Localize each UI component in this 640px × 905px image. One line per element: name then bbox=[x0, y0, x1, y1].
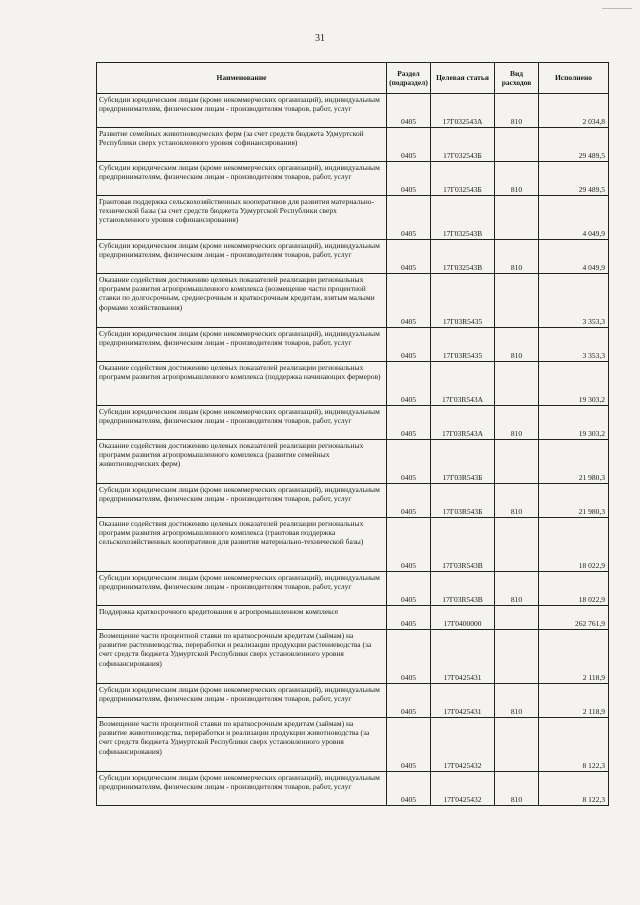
table-row bbox=[97, 196, 609, 240]
row-section: 0405 bbox=[387, 274, 431, 328]
table-row bbox=[97, 362, 609, 406]
row-kind bbox=[495, 440, 539, 484]
row-target: 17Г03R543Б bbox=[431, 440, 495, 484]
row-name: Поддержка краткосрочного кредитования в агропромышленном комплексе bbox=[97, 606, 387, 630]
row-executed: 29 489,5 bbox=[539, 162, 609, 196]
row-kind bbox=[495, 518, 539, 572]
table-row bbox=[97, 606, 609, 630]
row-target: 17Г03R5435 bbox=[431, 274, 495, 328]
row-name: Оказание содействия достижению целевых показателей реализации региональных программ развития агропромышленного комплекса (развитие семейных животноводческих ферм) bbox=[97, 440, 387, 484]
table-row bbox=[97, 240, 609, 274]
row-name: Оказание содействия достижению целевых показателей реализации региональных программ развития агропромышленного комплекса (поддержка начинающих фермеров) bbox=[97, 362, 387, 406]
row-executed: 8 122,3 bbox=[539, 718, 609, 772]
table-header-row bbox=[97, 63, 609, 94]
row-target: 17Г03R543В bbox=[431, 572, 495, 606]
row-section: 0405 bbox=[387, 240, 431, 274]
row-target: 17Г0425431 bbox=[431, 630, 495, 684]
row-target: 17Г03R543А bbox=[431, 406, 495, 440]
row-kind: 810 bbox=[495, 406, 539, 440]
row-executed: 2 118,9 bbox=[539, 684, 609, 718]
row-executed: 8 122,3 bbox=[539, 772, 609, 806]
row-executed: 29 489,5 bbox=[539, 128, 609, 162]
row-section: 0405 bbox=[387, 630, 431, 684]
row-executed: 2 034,8 bbox=[539, 94, 609, 128]
row-name: Субсидии юридическим лицам (кроме некоммерческих организаций), индивидуальным предпринимателям, физическим лицам - производителям товаров, работ, услуг bbox=[97, 484, 387, 518]
row-section: 0405 bbox=[387, 718, 431, 772]
row-name: Оказание содействия достижению целевых показателей реализации региональных программ развития агропромышленного комплекса (возмещение части процентной ставки по долгосрочным, среднесрочным и краткосрочным кредитам, взятым малыми формами хозяйствования) bbox=[97, 274, 387, 328]
row-kind bbox=[495, 128, 539, 162]
row-kind: 810 bbox=[495, 772, 539, 806]
row-name: Субсидии юридическим лицам (кроме некоммерческих организаций), индивидуальным предпринимателям, физическим лицам - производителям товаров, работ, услуг bbox=[97, 684, 387, 718]
row-kind bbox=[495, 606, 539, 630]
table-row bbox=[97, 440, 609, 484]
row-kind: 810 bbox=[495, 240, 539, 274]
row-kind: 810 bbox=[495, 94, 539, 128]
row-section: 0405 bbox=[387, 406, 431, 440]
row-kind bbox=[495, 274, 539, 328]
row-executed: 4 049,9 bbox=[539, 196, 609, 240]
page-number: 31 bbox=[315, 33, 325, 44]
table-row bbox=[97, 162, 609, 196]
row-kind bbox=[495, 630, 539, 684]
row-name: Возмещение части процентной ставки по краткосрочным кредитам (займам) на развитие растениеводства, переработки и реализации продукции растениеводства (за счет средств бюджета Удмуртской Республики сверх установленного уровня софинансирования) bbox=[97, 630, 387, 684]
table-row bbox=[97, 718, 609, 772]
row-executed: 3 353,3 bbox=[539, 328, 609, 362]
row-target: 17Г03R543В bbox=[431, 518, 495, 572]
table-row bbox=[97, 274, 609, 328]
row-target: 17Г0400000 bbox=[431, 606, 495, 630]
table-row bbox=[97, 684, 609, 718]
header-executed: Исполнено bbox=[539, 63, 609, 94]
row-target: 17Г0425432 bbox=[431, 718, 495, 772]
table-row bbox=[97, 328, 609, 362]
row-target: 17Г03R543Б bbox=[431, 484, 495, 518]
row-name: Субсидии юридическим лицам (кроме некоммерческих организаций), индивидуальным предпринимателям, физическим лицам - производителям товаров, работ, услуг bbox=[97, 772, 387, 806]
row-section: 0405 bbox=[387, 518, 431, 572]
row-executed: 2 118,9 bbox=[539, 630, 609, 684]
table-row bbox=[97, 518, 609, 572]
row-name: Возмещение части процентной ставки по краткосрочным кредитам (займам) на развитие животноводства, переработки и реализации продукции животноводства (за счет средств бюджета Удмуртской Республики сверх установленного уровня софинансирования) bbox=[97, 718, 387, 772]
table-row bbox=[97, 128, 609, 162]
row-target: 17Г032543Б bbox=[431, 128, 495, 162]
budget-table bbox=[96, 62, 609, 806]
row-executed: 18 022,9 bbox=[539, 518, 609, 572]
header-section: Раздел (подраздел) bbox=[387, 63, 431, 94]
row-target: 17Г032543А bbox=[431, 94, 495, 128]
row-name: Грантовая поддержка сельскохозяйственных кооперативов для развития материально-технической базы (за счет средств бюджета Удмуртской Республики сверх установленного уровня софинансирования) bbox=[97, 196, 387, 240]
row-executed: 262 761,9 bbox=[539, 606, 609, 630]
row-kind bbox=[495, 362, 539, 406]
table-row bbox=[97, 484, 609, 518]
row-executed: 19 303,2 bbox=[539, 406, 609, 440]
row-section: 0405 bbox=[387, 606, 431, 630]
row-section: 0405 bbox=[387, 772, 431, 806]
row-kind: 810 bbox=[495, 328, 539, 362]
row-section: 0405 bbox=[387, 196, 431, 240]
row-kind bbox=[495, 196, 539, 240]
header-name: Наименование bbox=[97, 63, 387, 94]
row-executed: 3 353,3 bbox=[539, 274, 609, 328]
row-section: 0405 bbox=[387, 362, 431, 406]
row-name: Субсидии юридическим лицам (кроме некоммерческих организаций), индивидуальным предпринимателям, физическим лицам - производителям товаров, работ, услуг bbox=[97, 572, 387, 606]
row-name: Субсидии юридическим лицам (кроме некоммерческих организаций), индивидуальным предпринимателям, физическим лицам - производителям товаров, работ, услуг bbox=[97, 406, 387, 440]
row-kind: 810 bbox=[495, 484, 539, 518]
row-target: 17Г032543В bbox=[431, 196, 495, 240]
row-target: 17Г032543В bbox=[431, 240, 495, 274]
row-executed: 4 049,9 bbox=[539, 240, 609, 274]
row-kind: 810 bbox=[495, 684, 539, 718]
row-name: Субсидии юридическим лицам (кроме некоммерческих организаций), индивидуальным предпринимателям, физическим лицам - производителям товаров, работ, услуг bbox=[97, 94, 387, 128]
row-target: 17Г03R543А bbox=[431, 362, 495, 406]
table-row bbox=[97, 772, 609, 806]
row-target: 17Г0425431 bbox=[431, 684, 495, 718]
row-name: Субсидии юридическим лицам (кроме некоммерческих организаций), индивидуальным предпринимателям, физическим лицам - производителям товаров, работ, услуг bbox=[97, 240, 387, 274]
row-name: Субсидии юридическим лицам (кроме некоммерческих организаций), индивидуальным предпринимателям, физическим лицам - производителям товаров, работ, услуг bbox=[97, 162, 387, 196]
row-kind bbox=[495, 718, 539, 772]
row-name: Развитие семейных животноводческих ферм (за счет средств бюджета Удмуртской Республики сверх установленного уровня софинансирования) bbox=[97, 128, 387, 162]
row-target: 17Г032543Б bbox=[431, 162, 495, 196]
header-target: Целевая статья bbox=[431, 63, 495, 94]
row-executed: 19 303,2 bbox=[539, 362, 609, 406]
row-target: 17Г03R5435 bbox=[431, 328, 495, 362]
table-row bbox=[97, 630, 609, 684]
row-executed: 21 980,3 bbox=[539, 440, 609, 484]
row-kind: 810 bbox=[495, 162, 539, 196]
row-target: 17Г0425432 bbox=[431, 772, 495, 806]
row-section: 0405 bbox=[387, 328, 431, 362]
row-section: 0405 bbox=[387, 684, 431, 718]
row-executed: 21 980,3 bbox=[539, 484, 609, 518]
scan-corner-mark bbox=[602, 8, 632, 9]
row-section: 0405 bbox=[387, 484, 431, 518]
row-name: Оказание содействия достижению целевых показателей реализации региональных программ развития агропромышленного комплекса (грантовая поддержка сельскохозяйственных кооперативов для развития материально-технической базы) bbox=[97, 518, 387, 572]
row-section: 0405 bbox=[387, 94, 431, 128]
table-row bbox=[97, 572, 609, 606]
row-name: Субсидии юридическим лицам (кроме некоммерческих организаций), индивидуальным предпринимателям, физическим лицам - производителям товаров, работ, услуг bbox=[97, 328, 387, 362]
row-kind: 810 bbox=[495, 572, 539, 606]
table-row bbox=[97, 94, 609, 128]
row-section: 0405 bbox=[387, 162, 431, 196]
header-kind: Вид расходов bbox=[495, 63, 539, 94]
row-executed: 18 022,9 bbox=[539, 572, 609, 606]
table-row bbox=[97, 406, 609, 440]
row-section: 0405 bbox=[387, 128, 431, 162]
row-section: 0405 bbox=[387, 572, 431, 606]
row-section: 0405 bbox=[387, 440, 431, 484]
